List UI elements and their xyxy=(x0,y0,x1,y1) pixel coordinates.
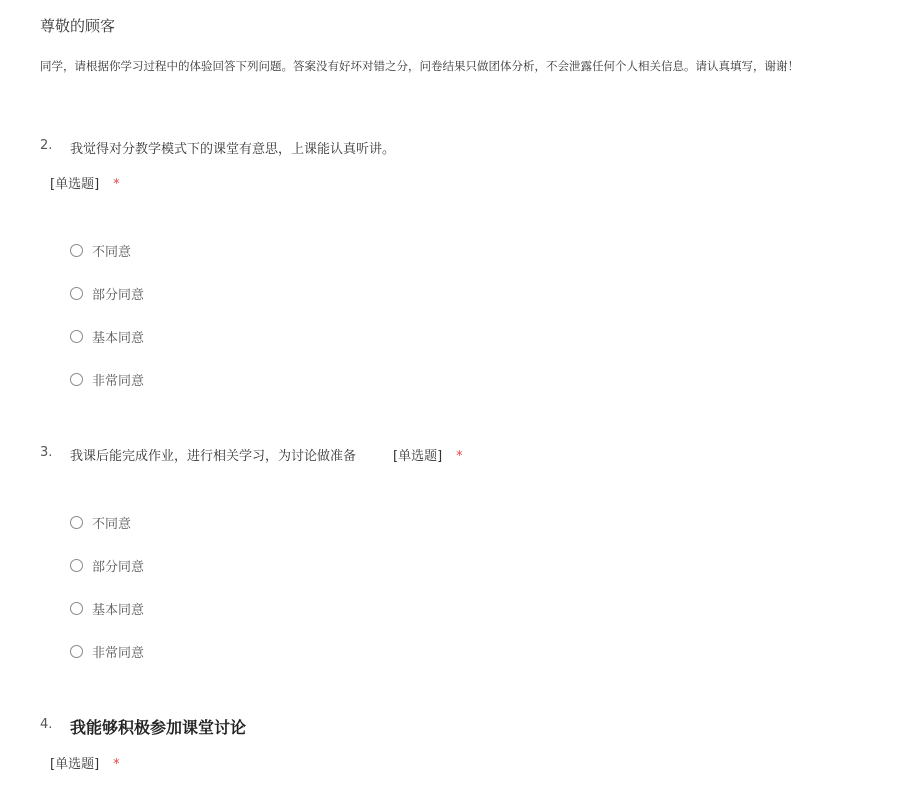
radio-option[interactable] xyxy=(70,327,144,345)
radio-button[interactable] xyxy=(70,559,83,572)
survey-greeting: 尊敬的顾客 xyxy=(40,17,116,35)
radio-option[interactable] xyxy=(70,642,144,660)
radio-button[interactable] xyxy=(70,330,83,343)
question-number: 2. xyxy=(40,138,53,153)
option-label: 基本同意 xyxy=(92,602,145,618)
radio-button[interactable] xyxy=(70,244,83,257)
question-title: 我课后能完成作业，进行相关学习，为讨论做准备 xyxy=(70,449,357,464)
question-title: 我觉得对分教学模式下的课堂有意思，上课能认真听讲。 xyxy=(70,142,396,157)
required-asterisk: * xyxy=(113,177,120,192)
question-number: 3. xyxy=(40,445,53,460)
question-type-label: [单选题] xyxy=(50,757,100,772)
radio-button[interactable] xyxy=(70,287,83,300)
radio-option[interactable] xyxy=(70,284,144,302)
option-label: 部分同意 xyxy=(92,559,145,575)
option-label: 不同意 xyxy=(92,516,132,532)
required-asterisk: * xyxy=(113,757,120,772)
survey-intro: 同学，请根据你学习过程中的体验回答下列问题。答案没有好坏对错之分，问卷结果只做团体分析，不会泄露任何个人相关信息。请认真填写，谢谢！ xyxy=(40,59,799,73)
option-label: 基本同意 xyxy=(92,330,145,346)
question-type xyxy=(50,173,120,192)
option-label: 非常同意 xyxy=(92,373,145,389)
radio-option[interactable] xyxy=(70,370,144,388)
radio-option[interactable] xyxy=(70,599,144,617)
question-title: 我能够积极参加课堂讨论 xyxy=(70,718,247,737)
question-type xyxy=(50,753,120,772)
option-label: 部分同意 xyxy=(92,287,145,303)
radio-button[interactable] xyxy=(70,516,83,529)
required-asterisk: * xyxy=(456,449,463,464)
radio-button[interactable] xyxy=(70,373,83,386)
question-type xyxy=(393,445,463,464)
option-label: 非常同意 xyxy=(92,645,145,661)
question-number: 4. xyxy=(40,717,53,732)
radio-button[interactable] xyxy=(70,645,83,658)
radio-option[interactable] xyxy=(70,241,131,259)
radio-button[interactable] xyxy=(70,602,83,615)
radio-option[interactable] xyxy=(70,556,144,574)
option-label: 不同意 xyxy=(92,244,132,260)
question-type-label: [单选题] xyxy=(50,177,100,192)
radio-option[interactable] xyxy=(70,513,131,531)
question-type-label: [单选题] xyxy=(393,449,443,464)
